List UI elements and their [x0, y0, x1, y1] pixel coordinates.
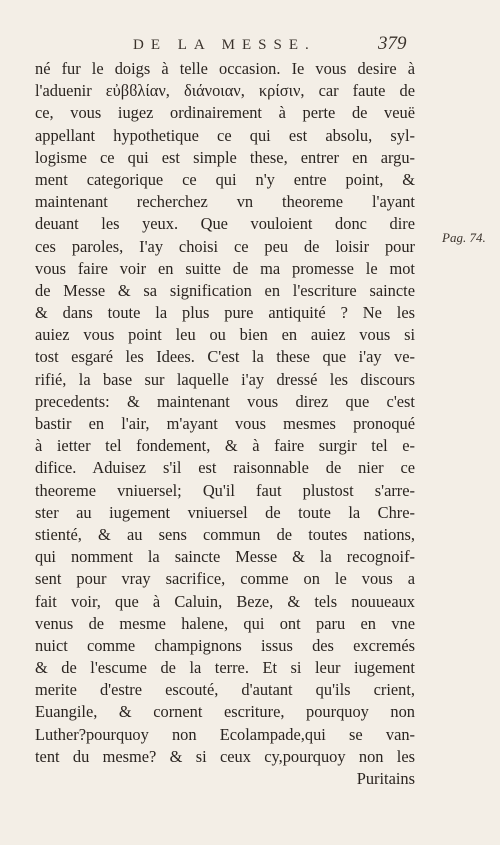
text-line: nuict comme champignons issus des excremés — [35, 635, 415, 655]
text-line: ment categorique ce qui n'y entre point, & — [35, 169, 415, 189]
text-line: stienté, & au sens commun de toutes nations, — [35, 524, 415, 544]
text-line: maintenant recherchez vn theoreme l'ayant — [35, 192, 415, 212]
text-line: precedents: & maintenant vous direz que c'est — [35, 391, 415, 411]
text-line: & dans toute la plus pure antiquité ? Ne les — [35, 303, 415, 323]
text-line: deuant les yeux. Que vouloient donc dire — [35, 214, 415, 234]
body-text — [35, 58, 415, 790]
text-line: qui nomment la saincte Messe & la recognoif- — [35, 547, 415, 567]
text-line: logisme ce qui est simple these, entrer en argu- — [35, 147, 415, 167]
text-line: Luther?pourquoy non Ecolampade,qui se van- — [35, 724, 415, 744]
text-line: de Messe & sa signification en l'escriture saincte — [35, 280, 415, 300]
text-line: né fur le doigs à telle occasion. Ie vous desire à — [35, 59, 415, 78]
text-line: difice. Aduisez s'il est raisonnable de nier ce — [35, 458, 415, 478]
text-line: l'aduenir εὐβϐλίαν, διάνοιαν, κρίσιν, car faute de — [35, 81, 415, 101]
text-line: tent du mesme? & si ceux cy,pourquoy non les — [35, 746, 415, 766]
text-line: sent pour vray sacrifice, comme on le vous a — [35, 569, 415, 589]
text-line: à ietter tel fondement, & à faire surgir tel e- — [35, 436, 415, 456]
text-line: ces paroles, I'ay choisi ce peu de loisir pour — [35, 236, 415, 256]
text-line: merite d'estre escouté, d'autant qu'ils crient, — [35, 680, 415, 700]
text-line: ce, vous iugez ordinairement à perte de veuë — [35, 103, 415, 123]
text-line: & de l'escume de la terre. Et si leur iugement — [35, 658, 415, 678]
page-number: 379 — [378, 33, 407, 54]
text-line: vous faire voir en suitte de ma promesse le mot — [35, 258, 415, 278]
text-line: theoreme vniuersel; Qu'il faut plustost s'arre- — [35, 480, 415, 500]
text-line: rifié, la base sur laquelle i'ay dressé les discours — [35, 369, 415, 389]
text-line: venus de mesme halene, qui ont paru en vne — [35, 613, 415, 633]
catchword: Puritains — [356, 769, 415, 788]
text-line: ster au iugement vniuersel de toute la Chre- — [35, 502, 415, 522]
page-header — [0, 33, 500, 59]
text-line: auiez vous point leu ou bien en auiez vous si — [35, 325, 415, 345]
text-line: fait voir, que à Caluin, Beze, & tels nouueaux — [35, 591, 415, 611]
running-head: DE LA MESSE. — [133, 37, 316, 53]
text-line: tost esgaré les Idees. C'est la these que i'ay ve- — [35, 347, 415, 367]
margin-note: Pag. 74. — [442, 230, 486, 245]
text-line: Euangile, & cornent escriture, pourquoy non — [35, 702, 415, 722]
text-line: bastir en l'air, m'ayant vous mesmes pronoqué — [35, 414, 415, 433]
text-line: appellant hypothetique ce qui est absolu, syl- — [35, 125, 415, 145]
